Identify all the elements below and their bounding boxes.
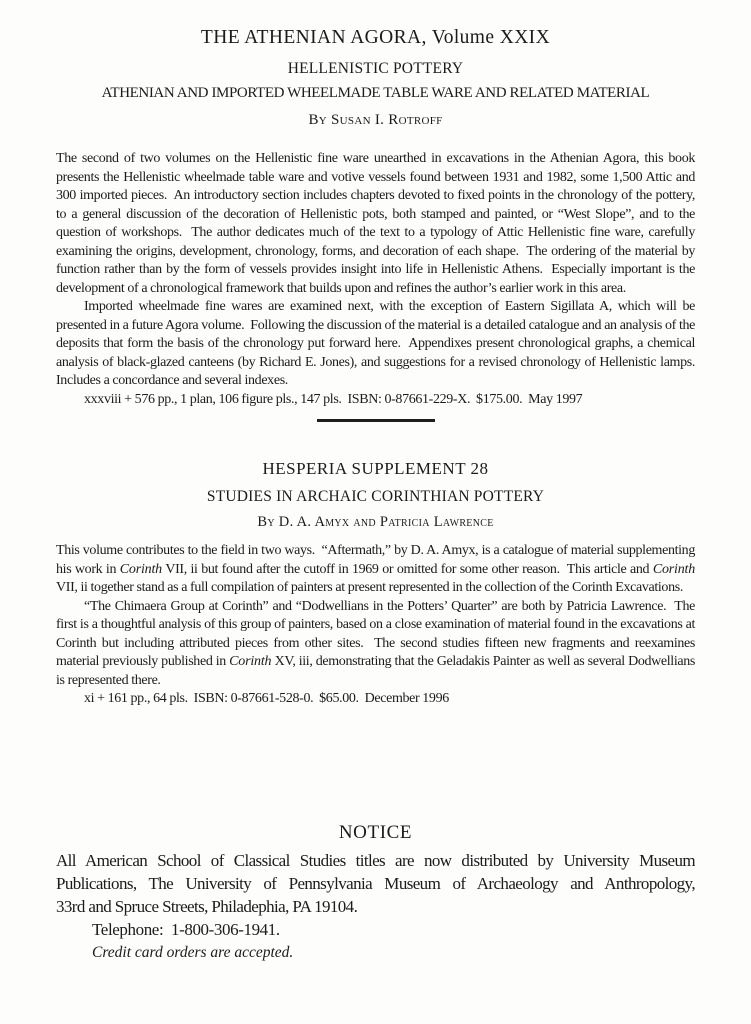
- notice-body-text: All American School of Classical Studies titles are now distributed by University Museum Publications, The University of Pennsylvania Museum of Archaeology and Anthropology, 33rd and Spruce Streets, Philadephia, PA 19104.: [56, 850, 695, 916]
- section-divider-rule: [317, 419, 435, 422]
- notice-heading: NOTICE: [338, 821, 413, 843]
- book-series-title: THE ATHENIAN AGORA, Volume XXIX: [200, 27, 551, 48]
- book-description-paragraph: Imported wheelmade fine wares are examined next, with the exception of Eastern Sigillata A, which will be presented in a future Agora volume. Following the discussion of the material is a detailed catalogue and an analysis of the deposits that form the basis of the chronology put forward here. Appendixes present chronological graphs, a chemical analysis of black-glazed canteens (by Richard E. Jones), and suggestions for a revised chronology of Hellenistic lamps. Includes a concordance and several indexes.: [56, 299, 701, 388]
- publication-details: xi + 161 pp., 64 pls. ISBN: 0-87661-528-0. $65.00. December 1996: [84, 691, 449, 706]
- notice-section: [56, 821, 695, 964]
- book-title: STUDIES IN ARCHAIC CORINTHIAN POTTERY: [206, 488, 545, 505]
- book-author-byline: By D. A. Amyx and Patricia Lawrence: [257, 514, 494, 530]
- book-description-paragraph: “The Chimaera Group at Corinth” and “Dodwellians in the Potters’ Quarter” are both by Patricia Lawrence. The first is a thoughtful analysis of this group of painters, based on a close examination of material found in the excavations at Corinth but including attributed pieces from other sites. The second studies fifteen new fragments and reexamines material previously published in Corinth XV, iii, demonstrating that the Geladakis Painter as well as several Dodwellians is represented there.: [56, 598, 698, 688]
- book-entry-hesperia-supplement: [56, 458, 698, 709]
- book-entry-athenian-agora: [56, 26, 701, 409]
- book-description-paragraph: The second of two volumes on the Hellenistic fine ware unearthed in excavations in the Athenian Agora, this book presents the Hellenistic wheelmade table ware and votive vessels found between 1931 and 1982, some 1,500 Attic and 300 imported pieces. An introductory section includes chapters devoted to fixed points in the chronology of the pottery, to a general discussion of the decoration of Hellenistic pots, both stamped and painted, or “West Slope”, and to the question of workshops. The author dedicates much of the text to a typology of Attic Hellenistic fine ware, carefully examining the origins, development, chronology, forms, and decoration of each shape. The ordering of the material by function rather than by the form of vessels provides insight into life in Hellenistic Athens. Especially important is the development of a chronological framework that builds upon and refines the author’s earlier work in this area.: [56, 151, 698, 296]
- book-description-paragraph: This volume contributes to the field in two ways. “Aftermath,” by D. A. Amyx, is a catalogue of material supplementing his work in Corinth VII, ii but found after the cutoff in 1969 or omitted for some other reason. This article and Corinth VII, ii together stand as a full compilation of painters at present represented in the collection of the Corinth Excavations.: [56, 543, 698, 595]
- notice-telephone: Telephone: 1-800-306-1941.: [92, 919, 280, 939]
- book-series-title: HESPERIA SUPPLEMENT 28: [262, 459, 489, 478]
- book-subtitle: ATHENIAN AND IMPORTED WHEELMADE TABLE WARE AND RELATED MATERIAL: [101, 85, 650, 101]
- book-author-byline: By Susan I. Rotroff: [308, 112, 443, 128]
- publication-details: xxxviii + 576 pp., 1 plan, 106 figure pls., 147 pls. ISBN: 0-87661-229-X. $175.00. May 1997: [84, 391, 583, 407]
- notice-credit-note: Credit card orders are accepted.: [92, 943, 294, 961]
- book-title: HELLENISTIC POTTERY: [287, 60, 464, 77]
